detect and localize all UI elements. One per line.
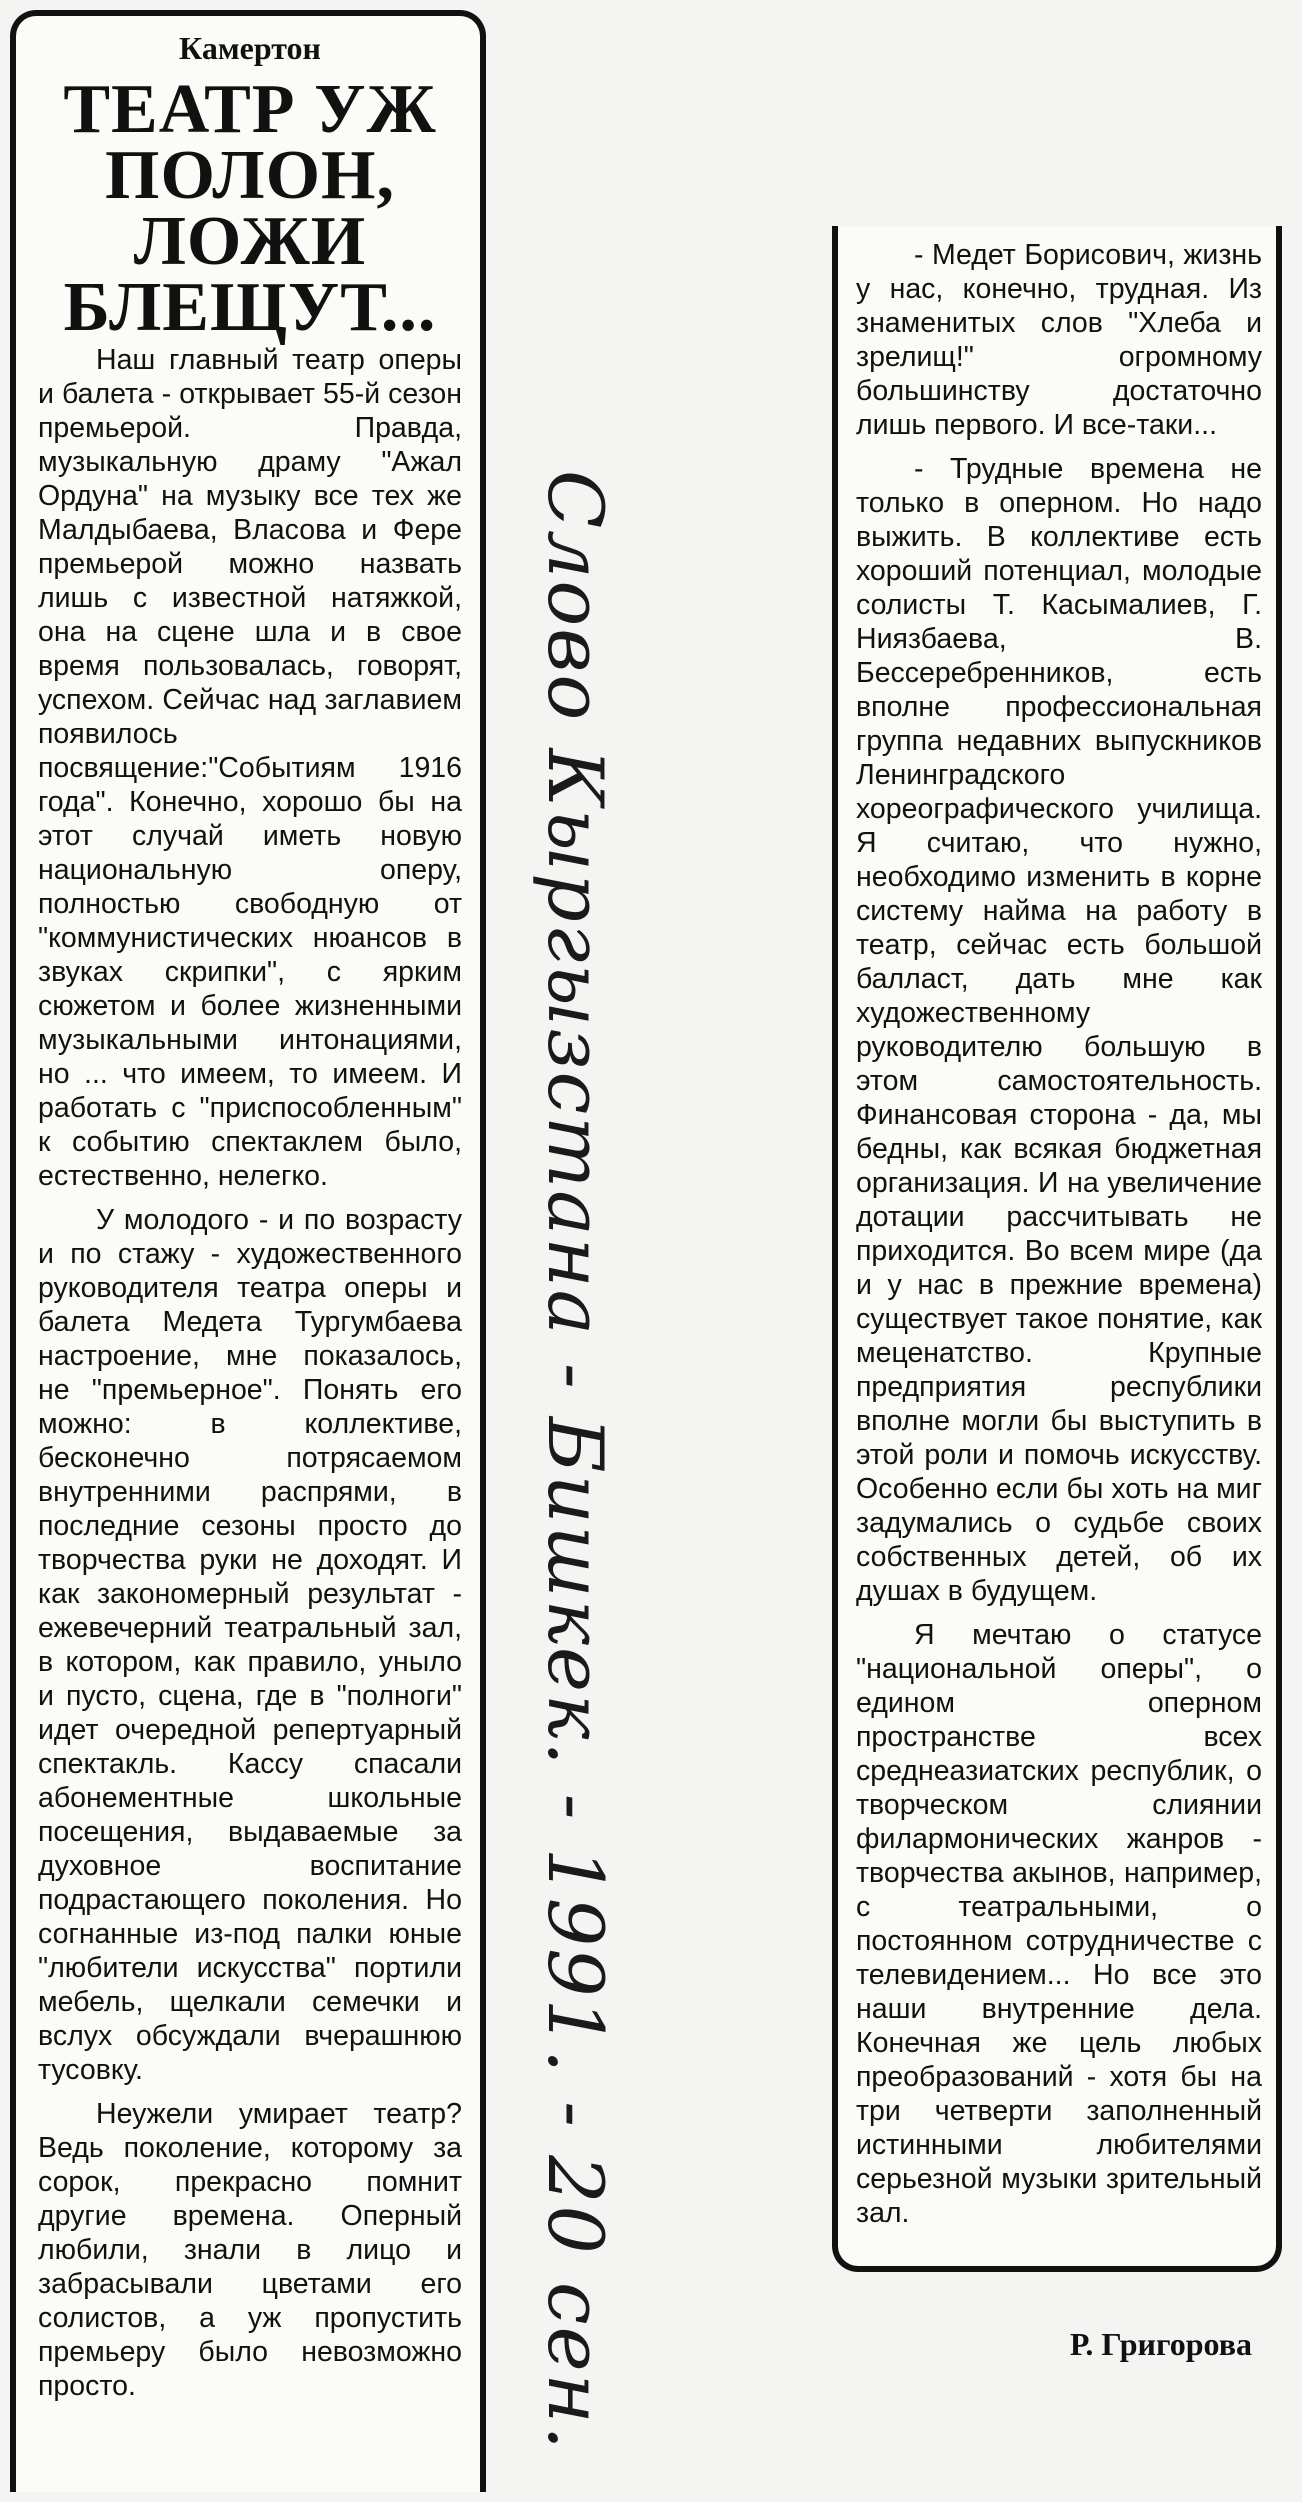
article-left-column (10, 10, 486, 2492)
paragraph: Неужели умирает театр? Ведь поколение, которому за сорок, прекрасно помнит другие времена. Оперный любили, знали в лицо и забрасывали цветами его солистов, а уж пропустить премьеру было невозможно просто. (38, 2098, 462, 2402)
author-signature: Р. Григорова (1069, 2326, 1252, 2362)
handwritten-note-area (500, 470, 630, 2452)
paragraph: Я мечтаю о статусе "национальной оперы", о едином оперном пространстве всех среднеазиатских республик, о творческом слиянии филармонических жанров - творчества акынов, например, с театральными, о постоянном сотрудничестве с телевидением... Но все это наши внутренние дела. Конечная же цель любых преобразований - хотя бы на три четверти заполненный истинными любителями серьезной музыки зрительный зал. (856, 1619, 1262, 2229)
paragraph: - Трудные времена не только в оперном. Но надо выжить. В коллективе есть хороший потенциал, молодые солисты Т. Касымалиев, Г. Ниязбаева, В. Бессеребренников, есть вполне профессиональная группа недавних выпускников Ленинградского хореографического училища. Я считаю, что нужно, необходимо изменить в корне систему найма на работу в театр, сейчас есть большой балласт, дать мне как художественному руководителю большую в этом самостоятельность. Финансовая сторона - да, мы бедны, как всякая бюджетная организация. И на увеличение дотации рассчитывать не приходится. Во всем мире (да и у нас в прежние времена) существует такое понятие, как меценатство. Крупные предприятия республики вполне могли бы выступить в этой роли и помочь искусству. Особенно если бы хоть на миг задумались о судьбе своих собственных детей, об их душах в будущем. (856, 453, 1262, 1607)
headline-line: ПОЛОН, (105, 137, 395, 214)
article-headline (38, 71, 462, 346)
rubric-title: Камертон (179, 30, 321, 66)
headline-line: ЛОЖИ (133, 203, 367, 280)
paragraph: - Медет Борисович, жизнь у нас, конечно, трудная. Из знаменитых слов "Хлеба и зрелищ!" огромному большинству достаточно лишь первого. И все-таки... (856, 239, 1262, 441)
article-right-column (832, 226, 1282, 2362)
headline-line: БЛЕЩУТ... (63, 269, 437, 346)
paragraph: У молодого - и по возрасту и по стажу - художественного руководителя театра оперы и балета Медета Тургумбаева настроение, мне показалось, не "премьерное". Понять его можно: в коллективе, бесконечно потрясаемом внутренними распрями, в последние сезоны просто до творчества руки не доходят. И как закономерный результат - ежевечерний театральный зал, в котором, как правило, уныло и пусто, сцена, где в "полноги" идет очередной репертуарный спектакль. Кассу спасали абонементные школьные посещения, выдаваемые за духовное воспитание подрастающего поколения. Но согнанные из-под палки юные "любители искусства" портили мебель, щелкали семечки и вслух обсуждали вчерашнюю тусовку. (38, 1204, 462, 2086)
headline-line: ТЕАТР УЖ (63, 71, 437, 148)
paragraph: Наш главный театр оперы и балета - открывает 55-й сезон премьерой. Правда, музыкальную драму "Ажал Ордуна" на музыку все тех же Малдыбаева, Власова и Фере премьерой можно назвать лишь с известной натяжкой, она на сцене шла и в свое время пользовалась, говорят, успехом. Сейчас над заглавием появилось посвящение:"Событиям 1916 года". Конечно, хорошо бы на этот случай иметь новую национальную оперу, полностью свободную от "коммунистических нюансов в звуках скрипки", с ярким сюжетом и более жизненными музыкальными интонациями, но ... что имеем, то имеем. И работать с "приспособленным" к событию спектаклем было, естественно, нелегко. (38, 344, 462, 1192)
handwritten-source-note: Слово Кыргызстана - Бишкек. - 1991. - 20 сен. (531, 470, 620, 2452)
